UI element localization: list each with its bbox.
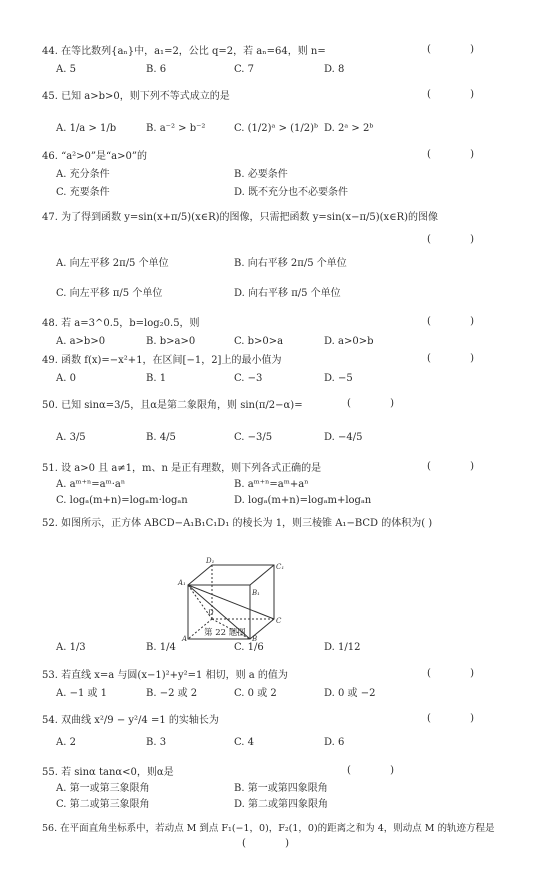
answer-paren: ( ) bbox=[427, 149, 492, 160]
question-stem: 55. 若 sinα tanα<0，则α是 bbox=[42, 767, 174, 778]
option-a: A. 充分条件 bbox=[56, 169, 110, 180]
option-d: D. 2ᵃ > 2ᵇ bbox=[324, 123, 374, 134]
option-c: C. (1/2)ᵃ > (1/2)ᵇ bbox=[234, 123, 319, 134]
question-stem: 51. 设 a>0 且 a≠1，m、n 是正有理数，则下列各式正确的是 bbox=[42, 463, 322, 474]
question-stem: 54. 双曲线 x²/9 − y²/4 =1 的实轴长为 bbox=[42, 715, 219, 726]
option-b: B. 向右平移 2π/5 个单位 bbox=[234, 258, 347, 269]
answer-paren: ( ) bbox=[427, 461, 492, 472]
question-stem: 48. 若 a=3^0.5，b=log₂0.5，则 bbox=[42, 318, 200, 329]
option-d: D. a>0>b bbox=[324, 336, 374, 347]
figure-caption: 第 22 题图 bbox=[204, 628, 246, 638]
option-d: D. 6 bbox=[324, 737, 345, 748]
option-a: A. aᵐ⁺ⁿ=aᵐ·aⁿ bbox=[56, 479, 126, 490]
option-c: C. 1/6 bbox=[234, 642, 264, 653]
answer-paren: ( ) bbox=[347, 765, 412, 776]
question-54 bbox=[42, 713, 522, 751]
option-b: B. aᵐ⁺ⁿ=aᵐ+aⁿ bbox=[234, 479, 309, 490]
option-b: B. a⁻² > b⁻² bbox=[146, 123, 206, 134]
option-c: C. 4 bbox=[234, 737, 255, 748]
question-stem: 44. 在等比数列{aₙ}中，a₁=2，公比 q=2，若 aₙ=64，则 n= bbox=[42, 46, 326, 57]
question-51 bbox=[42, 461, 522, 509]
label-b1: B₁ bbox=[252, 589, 260, 597]
question-46 bbox=[42, 149, 522, 201]
option-d: D. logₐ(m+n)=logₐm+logₐn bbox=[234, 495, 372, 506]
option-a: A. a>b>0 bbox=[56, 336, 106, 347]
answer-paren: ( ) bbox=[427, 353, 492, 364]
question-stem: 52. 如图所示，正方体 ABCD−A₁B₁C₁D₁ 的棱长为 1，则三棱锥 A₁−BCD 的体积为( ) bbox=[42, 518, 433, 529]
question-47 bbox=[42, 210, 522, 302]
answer-paren: ( ) bbox=[427, 668, 492, 679]
option-b: B. 第一或第四象限角 bbox=[234, 783, 328, 794]
answer-paren: ( ) bbox=[242, 838, 307, 849]
question-49 bbox=[42, 353, 522, 387]
option-a: A. 5 bbox=[56, 64, 76, 75]
answer-paren: ( ) bbox=[427, 713, 492, 724]
answer-paren: ( ) bbox=[427, 316, 492, 327]
label-c: C bbox=[276, 617, 282, 625]
answer-paren: ( ) bbox=[427, 44, 492, 55]
question-stem: 50. 已知 sinα=3/5，且α是第二象限角，则 sin(π/2−α)= bbox=[42, 400, 303, 411]
option-b: B. −2 或 2 bbox=[146, 688, 198, 699]
question-stem: 49. 函数 f(x)=−x²+1，在区间[−1，2]上的最小值为 bbox=[42, 355, 282, 366]
option-d: D. 向右平移 π/5 个单位 bbox=[234, 288, 341, 299]
option-a: A. 1/a > 1/b bbox=[56, 123, 117, 134]
option-b: B. b>a>0 bbox=[146, 336, 196, 347]
option-c: C. 充要条件 bbox=[56, 187, 110, 198]
option-d: D. 0 或 −2 bbox=[324, 688, 376, 699]
option-d: D. −4/5 bbox=[324, 432, 363, 443]
question-stem: 56. 在平面直角坐标系中，若动点 M 到点 F₁(−1，0)，F₂(1，0)的距离之和为 4，则动点 M 的轨迹方程是 bbox=[42, 823, 495, 834]
option-b: B. 6 bbox=[146, 64, 167, 75]
option-b: B. 必要条件 bbox=[234, 169, 288, 180]
option-d: D. 8 bbox=[324, 64, 345, 75]
question-45 bbox=[42, 89, 522, 137]
label-d1: D₁ bbox=[206, 557, 215, 565]
answer-paren: ( ) bbox=[427, 89, 492, 100]
option-a: A. 0 bbox=[56, 373, 76, 384]
option-c: C. b>0>a bbox=[234, 336, 284, 347]
answer-paren: ( ) bbox=[347, 398, 412, 409]
question-50 bbox=[42, 398, 522, 446]
option-c: C. logₐ(m+n)=logₐm·logₐn bbox=[56, 495, 188, 506]
option-d: D. 1/12 bbox=[324, 642, 361, 653]
question-56 bbox=[42, 821, 518, 849]
option-d: D. 第二或第四象限角 bbox=[234, 799, 329, 810]
option-a: A. 第一或第三象限角 bbox=[56, 783, 150, 794]
option-a: A. −1 或 1 bbox=[56, 688, 108, 699]
question-44 bbox=[42, 44, 522, 78]
label-d: D bbox=[208, 609, 214, 617]
label-a1: A₁ bbox=[178, 579, 186, 587]
option-b: B. 3 bbox=[146, 737, 167, 748]
option-c: C. −3/5 bbox=[234, 432, 273, 443]
option-a: A. 3/5 bbox=[56, 432, 86, 443]
label-b: B bbox=[252, 635, 258, 643]
label-c1: C₁ bbox=[276, 563, 285, 571]
option-a: A. 向左平移 2π/5 个单位 bbox=[56, 258, 169, 269]
option-a: A. 2 bbox=[56, 737, 76, 748]
option-a: A. 1/3 bbox=[56, 642, 86, 653]
option-d: D. −5 bbox=[324, 373, 353, 384]
question-stem: 53. 若直线 x=a 与圆(x−1)²+y²=1 相切，则 a 的值为 bbox=[42, 670, 288, 681]
option-b: B. 1/4 bbox=[146, 642, 176, 653]
option-d: D. 既不充分也不必要条件 bbox=[234, 187, 349, 198]
question-52 bbox=[42, 516, 522, 532]
label-a: A bbox=[182, 635, 188, 643]
question-stem: 45. 已知 a>b>0，则下列不等式成立的是 bbox=[42, 91, 230, 102]
question-stem: 46. “a²>0”是“a>0”的 bbox=[42, 151, 147, 162]
question-55 bbox=[42, 765, 522, 813]
answer-paren: ( ) bbox=[427, 234, 492, 245]
option-c: C. 0 或 2 bbox=[234, 688, 277, 699]
option-b: B. 1 bbox=[146, 373, 167, 384]
question-stem: 47. 为了得到函数 y=sin(x+π/5)(x∈R)的图像，只需把函数 y=sin(x−π/5)(x∈R)的图像 bbox=[42, 212, 439, 223]
option-c: C. 第二或第三象限角 bbox=[56, 799, 150, 810]
option-c: C. 向左平移 π/5 个单位 bbox=[56, 288, 163, 299]
question-52-options bbox=[42, 640, 522, 656]
question-48 bbox=[42, 316, 522, 350]
option-c: C. −3 bbox=[234, 373, 263, 384]
option-c: C. 7 bbox=[234, 64, 255, 75]
option-b: B. 4/5 bbox=[146, 432, 176, 443]
question-53 bbox=[42, 668, 522, 702]
